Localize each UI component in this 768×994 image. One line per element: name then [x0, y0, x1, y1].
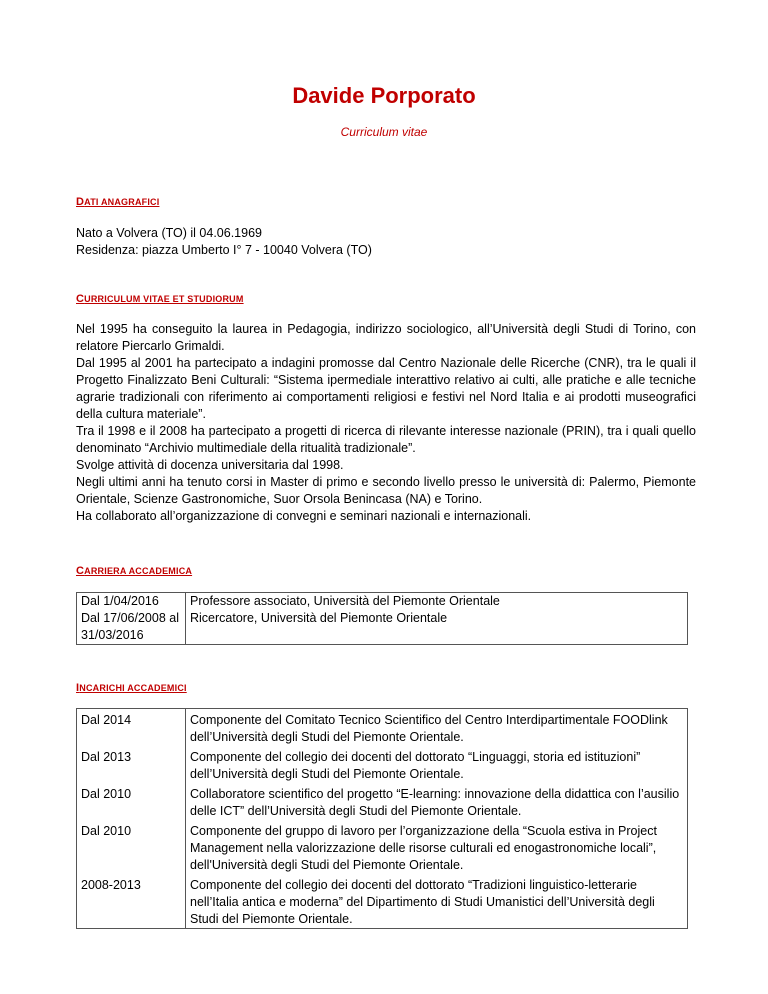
incarico-date: Dal 2010 [77, 820, 186, 874]
incarico-date: Dal 2014 [77, 709, 186, 747]
incarico-desc: Componente del Comitato Tecnico Scientifico del Centro Interdipartimentale FOODlink dell’Università degli Studi del Piemonte Orientale. [190, 713, 668, 744]
dati-anagrafici-block [76, 225, 696, 259]
curriculum-paragraph: Nel 1995 ha conseguito la laurea in Pedagogia, indirizzo sociologico, all’Università degli Studi di Torino, con relatore Piercarlo Grimaldi. [76, 322, 696, 353]
section-heading-carriera: CARRIERA ACCADEMICA [76, 565, 193, 577]
curriculum-block [76, 321, 696, 525]
curriculum-paragraph: Dal 1995 al 2001 ha partecipato a indagini promosse dal Centro Nazionale delle Ricerche (CNR), tra le quali il Progetto Finalizzato Beni Culturali: “Sistema ipermediale interattivo relativo ai culti, alle pratiche e alle tecniche agrarie tradizionali con riferimento ai comportamenti religiosi e festivi nel Nord Italia e ai prodotti museografici della cultura materiale”. [76, 356, 696, 421]
incarico-desc: Componente del gruppo di lavoro per l’organizzazione della “Scuola estiva in Project Management nella valorizzazione delle risorse culturali ed enogastronomiche locali”, dell'Università degli Studi del Piemonte Orientale. [190, 824, 657, 872]
table-row [77, 593, 688, 611]
incarichi-table [76, 708, 688, 929]
incarico-date: 2008-2013 [77, 874, 186, 929]
section-heading-dati-anagrafici: DATI ANAGRAFICI [76, 196, 160, 208]
incarico-desc: Componente del collegio dei docenti del dottorato “Tradizioni linguistico-letterarie nell’Italia antica e moderna” del Dipartimento di Studi Umanistici dell’Università degli Studi del Piemonte Orientale. [190, 878, 655, 926]
incarico-date: Dal 2013 [77, 746, 186, 783]
carriera-table [76, 592, 688, 645]
table-row [77, 610, 688, 645]
table-row [77, 709, 688, 747]
carriera-desc: Ricercatore, Università del Piemonte Orientale [190, 611, 448, 625]
incarico-desc: Collaboratore scientifico del progetto “E-learning: innovazione della didattica con l’ausilio delle ICT” dell’Università degli Studi del Piemonte Orientale. [190, 787, 680, 818]
section-heading-curriculum: CURRICULUM VITAE ET STUDIORUM [76, 293, 244, 305]
document-subtitle: Curriculum vitae [340, 125, 428, 139]
carriera-date: Dal 1/04/2016 [77, 593, 186, 611]
carriera-date: Dal 17/06/2008 al 31/03/2016 [77, 610, 186, 645]
table-row [77, 820, 688, 874]
document-title: Davide Porporato [292, 83, 476, 108]
incarico-date: Dal 2010 [77, 783, 186, 820]
carriera-desc: Professore associato, Università del Piemonte Orientale [190, 594, 500, 608]
table-row [77, 783, 688, 820]
birth-line: Nato a Volvera (TO) il 04.06.1969 [76, 226, 262, 240]
curriculum-paragraph: Tra il 1998 e il 2008 ha partecipato a progetti di ricerca di rilevante interesse nazionale (PRIN), tra i quali quello denominato “Archivio multimediale della ritualità tradizionale”. [76, 424, 696, 455]
section-heading-incarichi: INCARICHI ACCADEMICI [76, 682, 187, 694]
table-row [77, 746, 688, 783]
table-row [77, 874, 688, 929]
residence-line: Residenza: piazza Umberto I° 7 - 10040 Volvera (TO) [76, 243, 372, 257]
incarico-desc: Componente del collegio dei docenti del dottorato “Linguaggi, storia ed istituzioni” dell’Università degli Studi del Piemonte Orientale. [190, 750, 641, 781]
curriculum-paragraph: Negli ultimi anni ha tenuto corsi in Master di primo e secondo livello presso le università di: Palermo, Piemonte Orientale, Scienze Gastronomiche, Suor Orsola Benincasa (NA) e Torino. [76, 475, 696, 506]
curriculum-paragraph: Svolge attività di docenza universitaria dal 1998. [76, 458, 344, 472]
curriculum-paragraph: Ha collaborato all’organizzazione di convegni e seminari nazionali e internazionali. [76, 509, 532, 523]
